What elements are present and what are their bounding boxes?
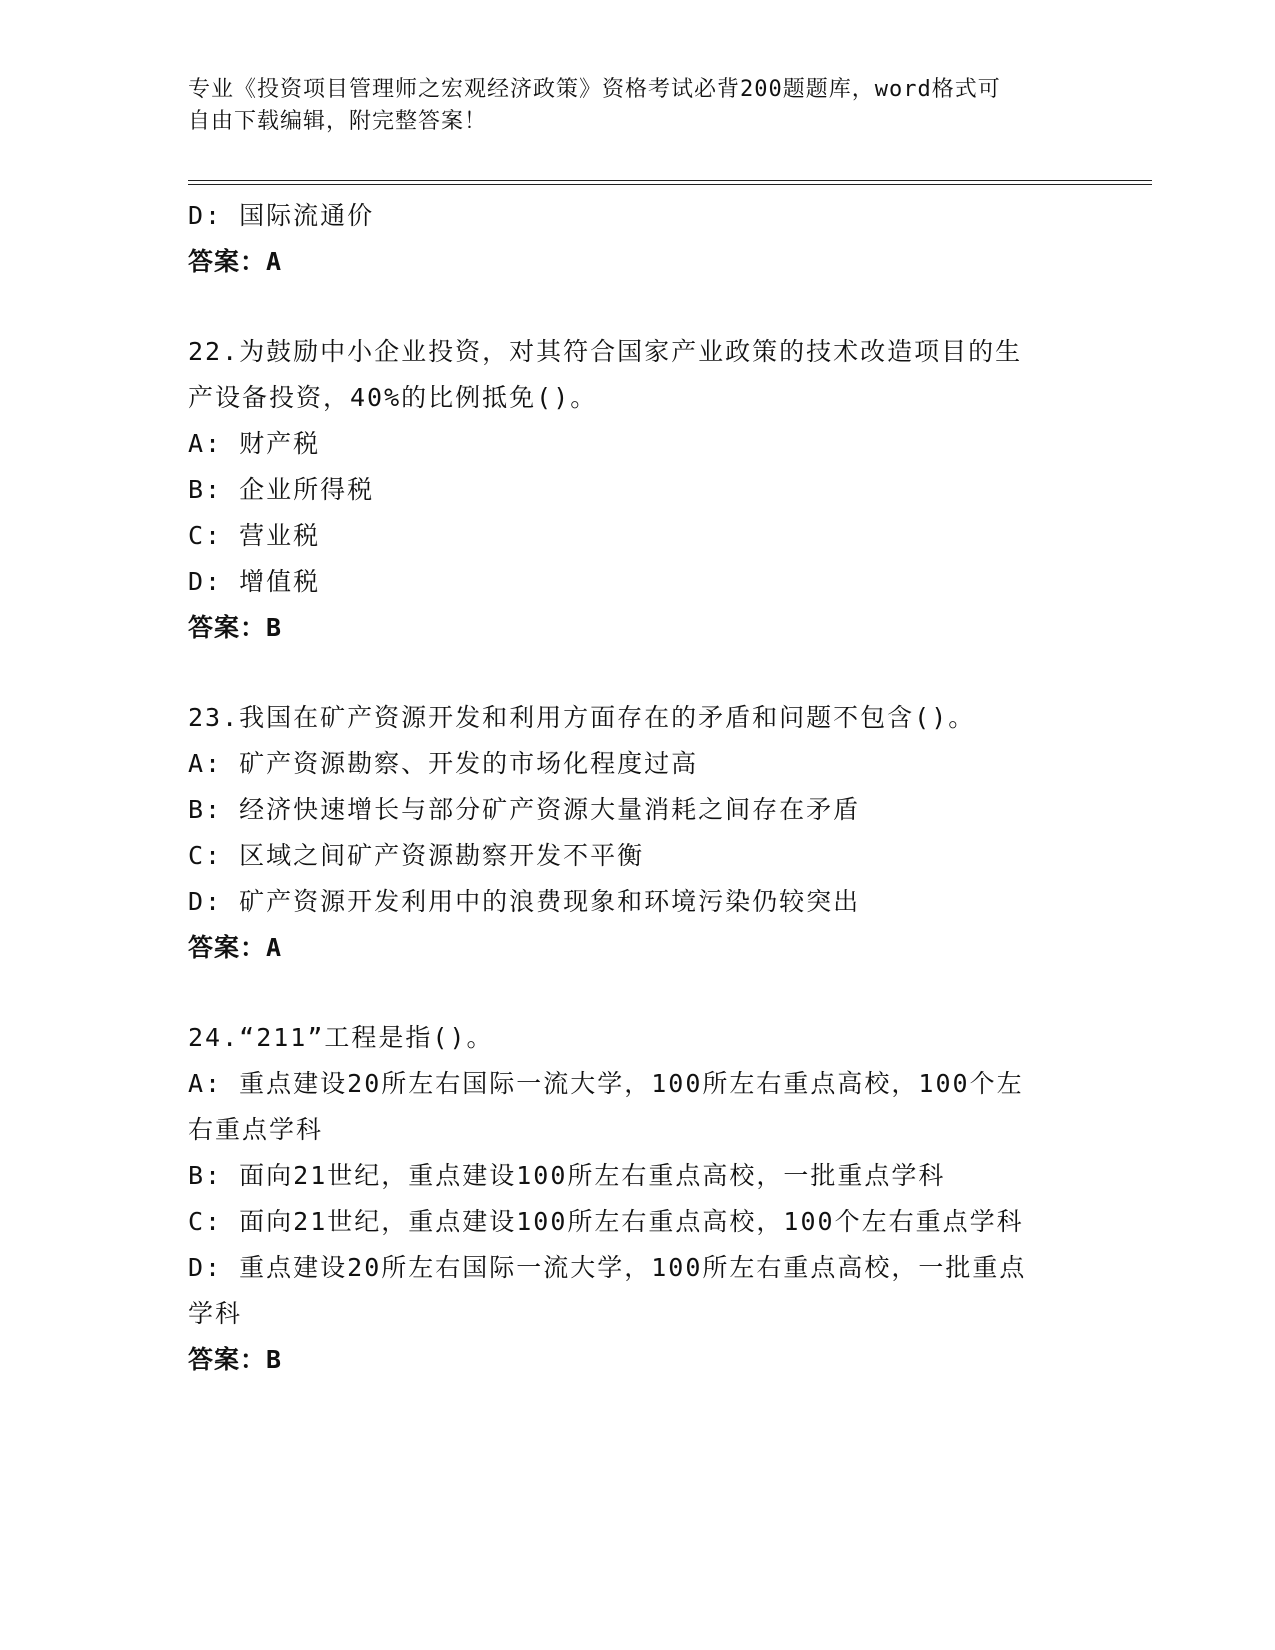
question-23: [188, 695, 1088, 971]
prev-answer: 答案：A: [188, 247, 283, 276]
question-24-option-a-line-2: 右重点学科: [188, 1115, 324, 1144]
question-24-option-a-line-1: A: 重点建设20所左右国际一流大学，100所左右重点高校，100个左: [188, 1069, 1024, 1098]
question-22-option-c: C: 营业税: [188, 521, 321, 550]
question-24-option-b: B: 面向21世纪，重点建设100所左右重点高校，一批重点学科: [188, 1161, 946, 1190]
question-24-option-c: C: 面向21世纪，重点建设100所左右重点高校，100个左右重点学科: [188, 1207, 1024, 1236]
prev-option-d: D: 国际流通价: [188, 201, 375, 230]
question-23-answer: 答案：A: [188, 933, 283, 962]
question-22-option-d: D: 增值税: [188, 567, 321, 596]
question-23-option-a: A: 矿产资源勘察、开发的市场化程度过高: [188, 749, 699, 778]
question-22-option-b: B: 企业所得税: [188, 475, 375, 504]
question-24-option-d-line-2: 学科: [188, 1299, 243, 1328]
question-22-option-a: A: 财产税: [188, 429, 321, 458]
question-23-option-b: B: 经济快速增长与部分矿产资源大量消耗之间存在矛盾: [188, 795, 861, 824]
question-23-text: 23.我国在矿产资源开发和利用方面存在的矛盾和问题不包含()。: [188, 703, 976, 732]
question-24: [188, 1015, 1088, 1383]
question-24-answer: 答案：B: [188, 1345, 283, 1374]
question-23-option-d: D: 矿产资源开发利用中的浪费现象和环境污染仍较突出: [188, 887, 861, 916]
question-content: [188, 193, 1088, 1383]
question-24-option-d-line-1: D: 重点建设20所左右国际一流大学，100所左右重点高校，一批重点: [188, 1253, 1027, 1282]
question-22-answer: 答案：B: [188, 613, 283, 642]
question-22-text-line-1: 22.为鼓励中小企业投资，对其符合国家产业政策的技术改造项目的生: [188, 337, 1023, 366]
header-line-2: 自由下载编辑，附完整答案！: [188, 109, 488, 134]
question-22-text-line-2: 产设备投资，40%的比例抵免()。: [188, 383, 598, 412]
header-divider: [188, 180, 1152, 185]
document-header: [188, 74, 1088, 138]
header-line-1: 专业《投资项目管理师之宏观经济政策》资格考试必背200题题库，word格式可: [188, 77, 1001, 102]
question-23-option-c: C: 区域之间矿产资源勘察开发不平衡: [188, 841, 645, 870]
question-24-text: 24.“211”工程是指()。: [188, 1023, 494, 1052]
question-22: [188, 329, 1088, 651]
